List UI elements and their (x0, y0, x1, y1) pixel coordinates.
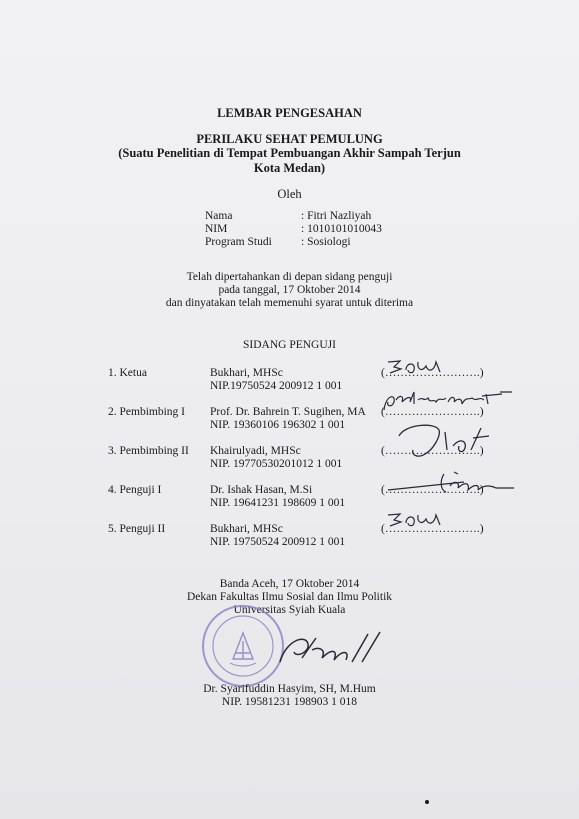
statement-line2: pada tanggal, 17 Oktober 2014 (218, 284, 361, 296)
oleh-label: Oleh (277, 187, 302, 201)
signature-ketua (384, 356, 464, 378)
examiner-2-role: 2. Pembimbing I (108, 406, 185, 418)
examiner-1-role: 1. Ketua (108, 367, 147, 379)
dean-name: Dr. Syarifuddin Hasyim, SH, M.Hum (203, 683, 376, 695)
examiner-4-nip: NIP. 19641231 198609 1 001 (210, 497, 346, 509)
examiner-4-signature-line: (…………………….) (381, 484, 484, 496)
sidang-heading: SIDANG PENGUJI (243, 339, 336, 351)
examiner-1-name: Bukhari, MHSc (210, 367, 283, 379)
signature-dean (272, 628, 388, 676)
statement-line3: dan dinyatakan telah memenuhi syarat untuk diterima (165, 297, 414, 309)
signature-penguji-1 (384, 468, 520, 498)
place-date: Banda Aceh, 17 Oktober 2014 (219, 578, 360, 590)
dean-title: Dekan Fakultas Ilmu Sosial dan Ilmu Politik (186, 591, 393, 603)
signature-pembimbing-2 (395, 420, 495, 464)
identity-label-program: Program Studi (205, 236, 272, 248)
identity-label-name: Nama (205, 210, 233, 222)
examiner-1-signature-line: (…………………….) (381, 367, 484, 379)
thesis-subtitle-line1: (Suatu Penelitian di Tempat Pembuangan Akhir Sampah Terjun (118, 146, 461, 160)
signature-penguji-2 (384, 509, 464, 531)
page-heading: LEMBAR PENGESAHAN (217, 106, 362, 120)
examiner-5-signature-line: (…………………….) (381, 523, 484, 535)
examiner-4-name: Dr. Ishak Hasan, M.Si (210, 484, 313, 496)
examiner-2-signature-line: (…………………….) (381, 406, 484, 418)
university-name: Universitas Syiah Kuala (233, 604, 346, 616)
thesis-subtitle-line2: Kota Medan) (253, 161, 326, 175)
examiner-2-name: Prof. Dr. Bahrein T. Sugihen, MA (210, 406, 366, 418)
examiner-5-role: 5. Penguji II (108, 523, 166, 535)
thesis-title: PERILAKU SEHAT PEMULUNG (196, 132, 383, 146)
identity-label-nim: NIM (205, 223, 228, 235)
identity-value-name: : Fitri Nazliyah (301, 210, 372, 222)
identity-value-program: : Sosiologi (301, 236, 351, 248)
dean-nip: NIP. 19581231 198903 1 018 (221, 696, 358, 708)
ink-dot (425, 800, 429, 804)
examiner-1-nip: NIP.19750524 200912 1 001 (210, 380, 343, 392)
examiner-3-signature-line: (…………………….) (381, 445, 484, 457)
examiner-3-name: Khairulyadi, MHSc (210, 445, 301, 457)
examiner-5-name: Bukhari, MHSc (210, 523, 283, 535)
signature-pembimbing-1 (378, 386, 520, 418)
examiner-3-role: 3. Pembimbing II (108, 445, 189, 457)
examiner-3-nip: NIP. 19770530201012 1 001 (210, 458, 343, 470)
identity-value-nim: : 1010101010043 (301, 223, 382, 235)
examiner-4-role: 4. Penguji I (108, 484, 162, 496)
statement-line1: Telah dipertahankan di depan sidang penguji (186, 271, 393, 283)
examiner-2-nip: NIP. 19360106 196302 1 001 (210, 419, 346, 431)
examiner-5-nip: NIP. 19750524 200912 1 001 (210, 536, 346, 548)
